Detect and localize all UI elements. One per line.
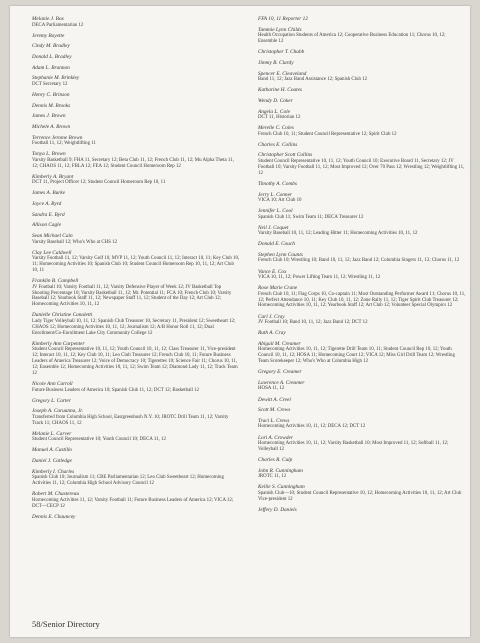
directory-entry <box>258 241 466 248</box>
student-activities: Student Council Representative 10; Youth Council 10; DECA 11, 12 <box>32 437 166 443</box>
student-name: Gregory L. Carter <box>32 397 71 404</box>
student-name: Kimberly Ann Carpenter <box>32 340 85 347</box>
student-name: Adam L. Brannon <box>32 64 70 71</box>
directory-entry <box>32 103 240 110</box>
student-name: Kellie S. Cunningham <box>258 484 305 491</box>
directory-entry <box>32 250 240 274</box>
student-activities: Student Council Representative 10, 11, 12; Youth Council 10, 11, 12; Class Treasurer 11, Vice-president 12; Interact 10, 11, 12; Key Club 10, 11; Leo Club Treasurer 12; French Club 10, 11; Future Business Leaders of America Treasurer 12; Voice of Democracy 10; Tigerettes 10; Science Fair 11; Chorus 10, 11, 12; Ensemble 12; Homecoming Activities 10, 11, 12; Swim Team 12; Diamond Lady 11, 12; Track Team 12 <box>32 347 238 376</box>
student-activities: Student Council Representative 10, 11, 12; Youth Council 10; Executive Board 11, Secretary 12; JV Football 10; Varsity Football 11, 12; Most Improved 12; Over 70 Pass 12; Wrestling 12; Weightlifting 11, 12 <box>258 158 465 176</box>
directory-entry <box>32 124 240 131</box>
directory-entry <box>32 212 240 219</box>
directory-entry <box>258 16 466 23</box>
student-name: Kimberly A. Bryant <box>32 173 74 180</box>
left-column <box>32 16 240 525</box>
student-name: Donald E. Couch <box>258 241 295 248</box>
student-name: Franklin B. Campbell <box>32 278 79 285</box>
student-name: Donald L. Bradley <box>32 53 72 60</box>
student-name: Vance E. Cox <box>258 268 287 275</box>
student-activities: JV Football 10; Varsity Football 11, 12; Varsity Defensive Player of Week 12; JV Basketball Top Shooting Percentage 10; Varsity Basketball 11, 12; Mr. Potential 11; FCA 10; French Club 10; Varsity Baseball 12; Yearbook Staff 11, 12; Newspaper Staff 11, 12; Student of the Day 12; Art Club 12; Homecoming Activities 10, 11, 12 <box>32 284 232 308</box>
student-name: Lori A. Crowder <box>258 434 293 441</box>
student-activities: Spanish Club 10; Journalism 11; CBE Parliamentarian 12; Leo Club Sweetheart 12; Homecoming Activities 11, 12; Columbia High School Advisory Council 12 <box>32 475 224 487</box>
student-activities: DCT 11, Historian 12 <box>258 115 301 121</box>
student-name: Nicole Ann Carroll <box>32 381 73 388</box>
student-activities: Homecoming Activities 10, 11, 12; Tigerette Drill Team 10, 11; Student Council Rep 10, 12; Youth Council 10, 11, 12; HOSA 11; Homecoming Court 12; VICA 12; Miss Girl Drill Team 12; Wrestling Team Scorekeeper 12; Who's Who at Columbia High 12 <box>258 347 455 365</box>
student-name: Joseph A. Caruanna, Jr. <box>32 408 84 415</box>
directory-entry <box>32 113 240 120</box>
student-activities: Homecoming Activities 10, 11, 12; Varsity Basketball 10; Most Improved 11, 12; Softball 11, 12; Volleyball 12 <box>258 441 449 452</box>
student-name: Cindy M. Bradley <box>32 43 70 50</box>
student-name: Abigail M. Creamer <box>258 340 301 347</box>
directory-entry <box>258 181 466 188</box>
directory-entry <box>32 398 240 405</box>
student-activities: Varsity Basketball 9; FHA 11, Secretary 12; Beta Club 11, 12; French Club 11, 12; Mu Alpha Theta 11, 12; CHAOS 11, 12; FBLA 12; FEA 12; Student Council Homeroom Rep 12 <box>32 157 234 169</box>
student-activities: Spanish Club—10; Student Council Representative 10, 12; Homecoming Activities 10, 11, 12; Art Club Vice-president 12 <box>258 490 462 502</box>
student-activities: Health Occupation Students of America 12; Cooperative Business Education 11; Chorus 10, 12; Ensemble 12 <box>258 33 446 45</box>
directory-entry <box>258 98 466 105</box>
student-name: FFA 10, 11 Reporter 12 <box>258 16 308 22</box>
student-name: Jerry L. Conner <box>258 191 292 198</box>
student-activities: Varsity Football 11, 12; Varsity Golf 10, MVP 11, 12; Youth Council 11, 12; Interact 10, 11; Key Club 10, 11; Homecoming Activities 10; Spanish Club 10; Student Council Homeroom Rep 10, 11, 12; Art Club 10, 11 <box>32 256 240 274</box>
student-name: Scott M. Crews <box>258 407 291 414</box>
directory-entry <box>32 431 240 443</box>
student-name: Charles R. Culp <box>258 457 293 463</box>
student-activities: Lady Tiger Volleyball 10, 11, 12; Spanish Club Treasurer 10, Secretary 11, President 12; Sweetheart 12; CHAOS 12; Homecoming Activities 10, 11, 12; Journalism 12; A/B Honor Roll 11, 12; Dual Enrollment/Co-Enrollment Lake City Community College 12 <box>32 318 236 336</box>
student-name: Melanie L. Carver <box>32 430 72 437</box>
student-name: Allison Cagle <box>32 222 61 229</box>
student-name: Danielle Christine Canaletti <box>32 312 93 319</box>
student-name: Stephen Lynn Counts <box>258 251 303 258</box>
student-name: Henry C. Brinson <box>32 91 70 98</box>
directory-entry <box>32 190 240 197</box>
directory-entry <box>258 252 466 264</box>
student-name: Robert M. Chastereau <box>32 491 80 498</box>
student-name: Timothy A. Combs <box>258 180 297 187</box>
student-name: Clay Lee Caldwell <box>32 249 72 256</box>
directory-entry <box>258 369 466 376</box>
directory-entry <box>32 408 240 426</box>
student-activities: Future Business Leaders of America 10; Spanish Club 11, 12; DCT 12; Basketball 12 <box>32 387 200 393</box>
student-name: Tonya L. Brown <box>32 151 66 158</box>
student-name: James A. Burke <box>32 190 65 197</box>
directory-entry <box>258 27 466 45</box>
student-name: Rose Marie Crane <box>258 285 298 292</box>
student-name: Spencer E. Cleaveland <box>258 70 307 77</box>
directory-entry <box>32 135 240 147</box>
student-name: Michele A. Brown <box>32 124 71 130</box>
directory-entry <box>32 16 240 28</box>
right-column <box>258 16 466 517</box>
directory-entry <box>258 407 466 414</box>
student-name: Melanie J. Box <box>32 16 64 22</box>
directory-entry <box>258 468 466 480</box>
student-name: Joyce A. Byrd <box>32 201 62 208</box>
student-activities: Football 11, 12; Weightlifting 11 <box>32 141 96 147</box>
student-activities: VICA 10, 11, 12; Power Lifting Team 11, 12; Wrestling 11, 12 <box>258 275 381 281</box>
student-name: Daniel J. Catledge <box>32 458 72 465</box>
directory-entry <box>258 142 466 149</box>
yearbook-page <box>10 6 470 637</box>
directory-entry <box>32 447 240 454</box>
student-activities: DCT 11, Project Officer 12; Student Council Homeroom Rep 10, 11 <box>32 180 166 186</box>
directory-entry <box>258 87 466 94</box>
student-activities: Varsity Baseball 10, 11, 12; Leading Hitter 11; Homecoming Activities 10, 11, 12 <box>258 231 418 237</box>
directory-entry <box>258 225 466 237</box>
directory-entry <box>258 152 466 176</box>
directory-entry <box>32 381 240 393</box>
directory-entry <box>258 269 466 281</box>
directory-entry <box>258 484 466 502</box>
directory-entry <box>258 507 466 514</box>
page-footer: 58/Senior Directory <box>32 619 100 629</box>
directory-entry <box>258 49 466 56</box>
directory-entry <box>258 192 466 204</box>
student-name: James J. Brown <box>32 113 66 120</box>
student-activities: Varsity Baseball 12; Who's Who at CHS 12 <box>32 239 118 245</box>
directory-entry <box>258 435 466 453</box>
directory-entry <box>258 208 466 220</box>
student-name: Jeffery D. Daniels <box>258 506 297 513</box>
student-activities: JV Football 10; Band 10, 11, 12; Jazz Band 12; DCT 12 <box>258 320 368 326</box>
directory-entry <box>258 71 466 83</box>
student-name: Katharine H. Coates <box>258 87 302 94</box>
student-name: Merelle C. Coles <box>258 125 294 132</box>
student-name: Neil J. Coquet <box>258 224 289 231</box>
directory-entry <box>32 33 240 40</box>
directory-entry <box>258 60 466 67</box>
student-activities: Transferred from Columbia High School, Eastgreenbush N.Y. 10; JROTC Drill Team 11, 12; Varsity Track 11; CHAOS 11, 12 <box>32 414 229 426</box>
directory-entry <box>258 330 466 337</box>
student-name: Charles E. Collins <box>258 141 298 148</box>
student-activities: French Club 10; Wrestling 10; Band 10, 11, 12; Jazz Band 12; Columbia Singers 11, 12; Chorus 11, 12 <box>258 258 460 264</box>
student-name: Jeremy Boyette <box>32 32 65 39</box>
student-name: Ruth A. Cray <box>258 330 286 337</box>
student-name: Kimberly I. Charles <box>32 468 75 475</box>
student-name: Lawrence A. Creamer <box>258 379 305 386</box>
student-activities: Band 11, 12; Jazz Band Assistance 12; Spanish Club 12 <box>258 77 368 83</box>
student-name: Wendy D. Coker <box>258 97 293 104</box>
student-activities: JROTC 11, 12 <box>258 474 287 480</box>
directory-entry <box>32 469 240 487</box>
student-activities: Spanish Club 11; Swim Team 11; DECA Treasurer 12 <box>258 214 364 220</box>
student-name: Christopher Scott Collins <box>258 152 313 159</box>
directory-entry <box>32 151 240 169</box>
directory-entry <box>32 514 240 521</box>
directory-entry <box>32 75 240 87</box>
directory-entry <box>258 125 466 137</box>
student-name: Sandra E. Byrd <box>32 211 65 218</box>
student-activities: French Club 10, 11; Flag Corps 10, Co-captain 11; Most Outstanding Performer Award 11; Chorus 10, 11, 12; Perfect Attendance 10, 11; Key Club 10, 11, 12; Zone Rally 11, 12; Tiger Spirit Club Treasurer 12; Homecoming Activities 10, 11, 12; Yearbook Staff 12; Art Club 12; Volunteer Special Olympics 12 <box>258 291 466 309</box>
student-name: Manuel A. Castillo <box>32 447 73 454</box>
directory-entry <box>258 109 466 121</box>
student-activities: French Club 10, 11; Student Council Representative 12; Spirit Club 12 <box>258 131 397 137</box>
directory-entry <box>32 174 240 186</box>
student-name: Terrence Jerome Brown <box>32 134 83 141</box>
student-activities: DCT Secretary 12 <box>32 81 68 87</box>
directory-entry <box>258 380 466 392</box>
directory-entry <box>32 222 240 229</box>
directory-entry <box>32 65 240 72</box>
student-name: Gregory E. Creamer <box>258 369 302 376</box>
student-name: Christopher T. Chubb <box>258 49 305 56</box>
directory-entry <box>258 457 466 464</box>
student-name: Jimmy B. Clardy <box>258 59 294 66</box>
student-name: Carl J. Cray <box>258 313 285 320</box>
student-activities: VICA 10; Art Club 10 <box>258 198 302 203</box>
student-activities: Homecoming Activities 11, 12; Varsity Football 11; Future Business Leaders of America 12; VICA 12; DCT—CECP 12 <box>32 497 234 509</box>
directory-entry <box>32 491 240 509</box>
student-name: Tammie Lynn Childs <box>258 26 302 33</box>
student-name: Angela L. Cole <box>258 108 290 115</box>
student-name: Dewitt A. Creel <box>258 396 291 403</box>
student-name: Dennis M. Brooks <box>32 102 71 109</box>
directory-entry <box>32 201 240 208</box>
student-activities: Homecoming Activities 10, 11, 12; DECA 12; DCT 12 <box>258 424 366 430</box>
directory-entry <box>32 278 240 308</box>
directory-entry <box>258 285 466 309</box>
directory-entry <box>258 397 466 404</box>
directory-entry <box>258 418 466 430</box>
student-name: Traci L. Crews <box>258 417 290 424</box>
directory-entry <box>258 341 466 365</box>
directory-entry <box>32 54 240 61</box>
directory-entry <box>258 314 466 326</box>
student-name: Dennis E. Chauncey <box>32 513 76 520</box>
directory-entry <box>32 43 240 50</box>
student-name: John R. Cunningham <box>258 467 303 474</box>
student-name: Stephanie M. Brinkley <box>32 75 80 82</box>
student-activities: HOSA 11, 12 <box>258 386 285 392</box>
directory-entry <box>32 233 240 245</box>
student-activities: DECA Parliamentarian 12 <box>32 22 84 28</box>
directory-entry <box>32 312 240 336</box>
student-name: Sean Michael Cain <box>32 233 73 240</box>
directory-entry <box>32 458 240 465</box>
student-name: Jennifer L. Cool <box>258 208 293 215</box>
directory-entry <box>32 92 240 99</box>
directory-entry <box>32 341 240 377</box>
